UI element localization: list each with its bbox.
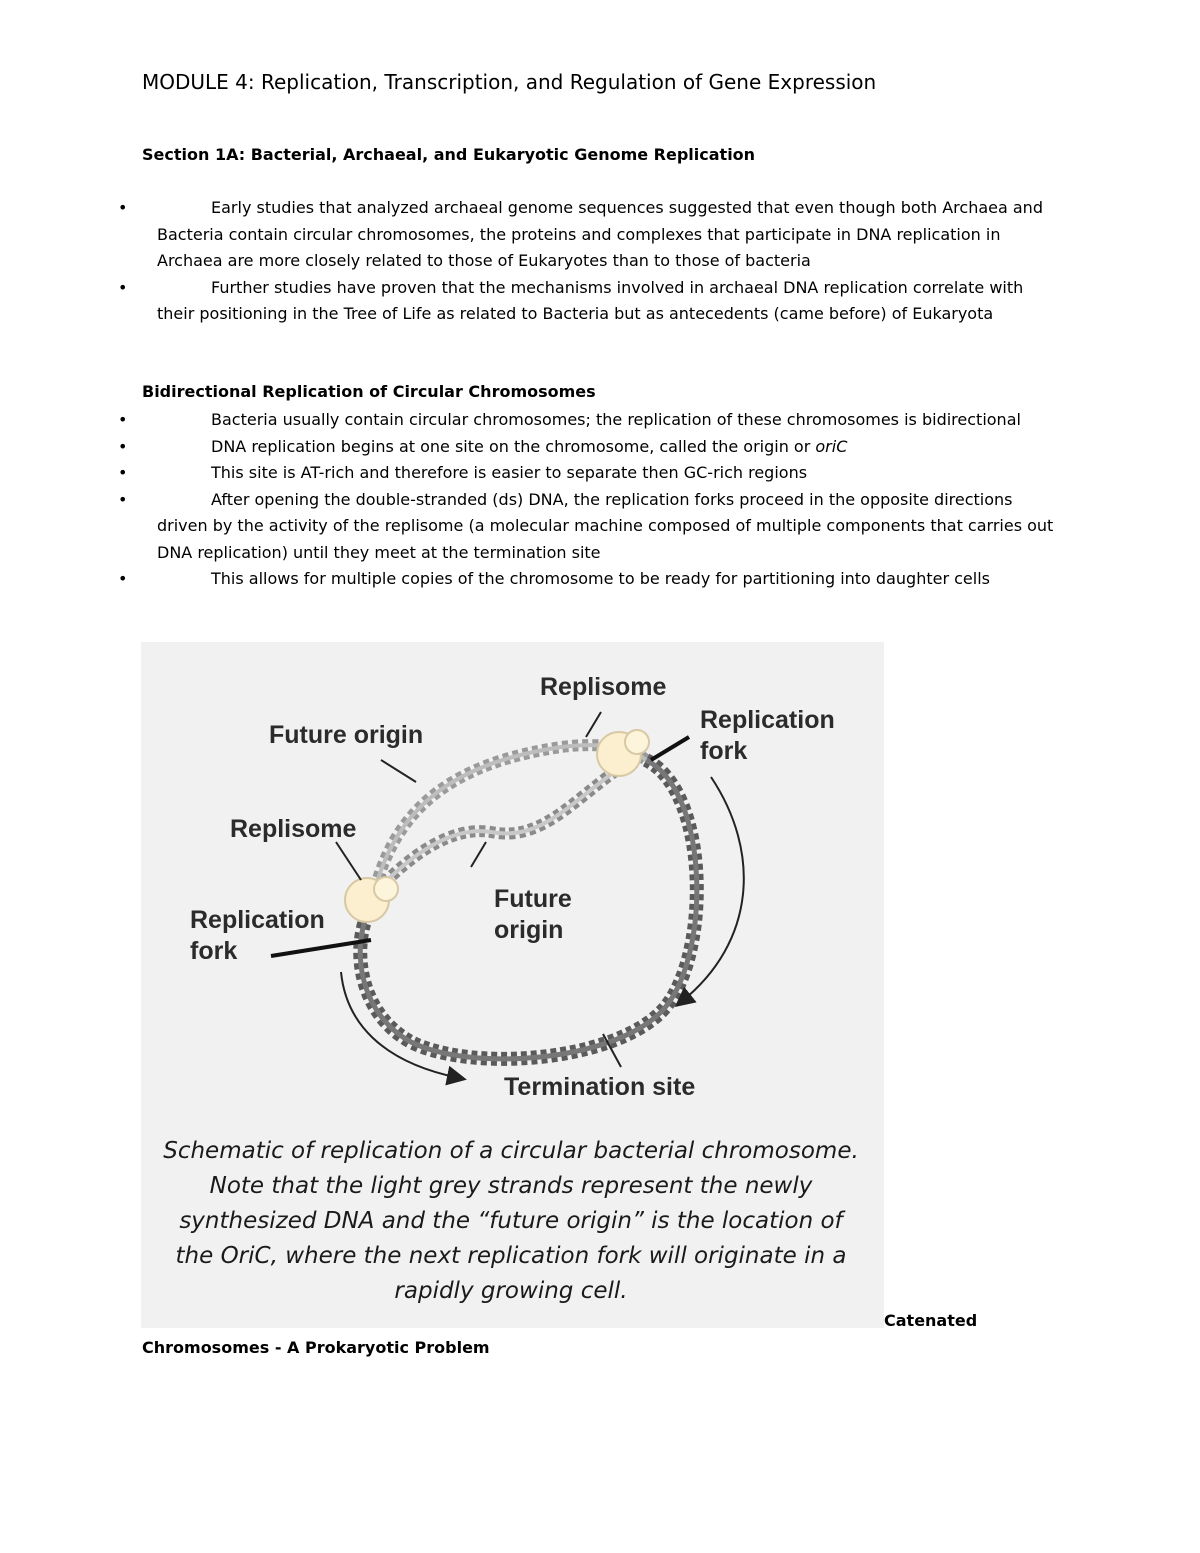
label-future-origin-center: Future origin (494, 885, 572, 944)
bullet-text: Bacteria usually contain circular chromosomes; the replication of these chromosomes is bidirectional (211, 410, 1021, 429)
label-replication-fork-left: Replication fork (190, 906, 325, 965)
bullet-icon: • (118, 198, 128, 217)
label-replication-fork-right: Replication fork (700, 706, 835, 765)
replisome-left-icon (345, 877, 398, 922)
label-replisome-top: Replisome (540, 673, 667, 701)
future-origin-center-pointer (471, 842, 486, 867)
bullet-text: This allows for multiple copies of the chromosome to be ready for partitioning into daughter cells (211, 569, 990, 588)
list-item (0, 275, 1200, 328)
bullet-icon: • (118, 489, 128, 509)
fork-right-pointer (651, 737, 689, 760)
bullet-icon: • (118, 463, 128, 482)
section-heading: Section 1A: Bacterial, Archaeal, and Eukaryotic Genome Replication (142, 145, 756, 164)
bullet-text: After opening the double-stranded (ds) DNA, the replication forks proceed in the opposite directions driven by the activity of the replisome (a molecular machine composed of multiple components that carries out DNA replication) until they meet at the termination site (157, 489, 1054, 562)
list-item (0, 434, 1200, 461)
bullet-text: Further studies have proven that the mechanisms involved in archaeal DNA replication correlate with their positioning in the Tree of Life as related to Bacteria but as antecedents (came before) of Eukaryota (157, 277, 1024, 323)
list-item (0, 566, 1200, 593)
label-replisome-left: Replisome (230, 815, 357, 843)
future-origin-top-pointer (381, 760, 416, 782)
replication-figure (141, 642, 884, 1328)
bullet-icon: • (118, 436, 128, 456)
bidirectional-bullet-list (0, 407, 1200, 593)
replisome-left-pointer (336, 842, 361, 880)
bullet-icon: • (118, 569, 128, 588)
bullet-text: This site is AT-rich and therefore is easier to separate then GC-rich regions (211, 463, 808, 482)
direction-arrow-left (341, 972, 459, 1078)
list-item (0, 195, 1200, 275)
list-item (0, 487, 1200, 567)
label-termination-site: Termination site (504, 1073, 696, 1101)
subheading: Bidirectional Replication of Circular Chromosomes (142, 382, 596, 401)
new-dna-strand-inner (371, 767, 621, 897)
bullet-icon: • (118, 410, 128, 429)
replisome-top-icon (597, 730, 649, 776)
next-section-heading: Chromosomes - A Prokaryotic Problem (142, 1338, 490, 1357)
bullet-text: Early studies that analyzed archaeal genome sequences suggested that even though both Archaea and Bacteria contain circular chromosomes, the proteins and complexes that participate in DNA replication in Archaea are more closely related to those of Eukaryotes than to those of bacteria (157, 198, 1043, 270)
list-item (0, 407, 1200, 434)
section-bullet-list (0, 195, 1200, 328)
oric-term: oriC (815, 436, 848, 456)
bullet-text: DNA replication begins at one site on the chromosome, called the origin or oriC (211, 436, 848, 456)
page-title: MODULE 4: Replication, Transcription, and Regulation of Gene Expression (142, 70, 877, 94)
catenated-text: Catenated (884, 1311, 978, 1330)
bullet-icon: • (118, 277, 128, 297)
figure-caption: Schematic of replication of a circular bacterial chromosome. Note that the light grey strands represent the newly synthesized DNA and the “future origin” is the location of the OriC, where the next replication fork will originate in a rapidly growing cell. (163, 1138, 859, 1304)
list-item (0, 460, 1200, 487)
replisome-top-pointer (586, 712, 601, 737)
label-future-origin-top: Future origin (269, 721, 424, 749)
